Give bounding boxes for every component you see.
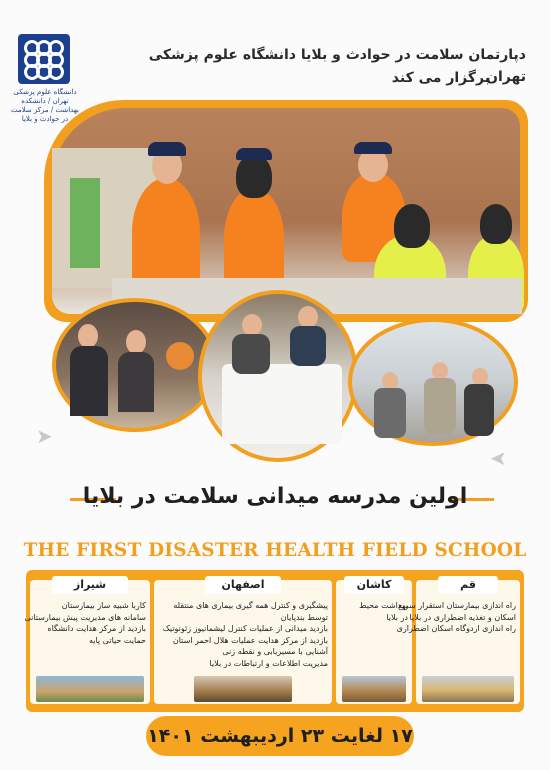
activity-line: پیشگیری و کنترل همه گیری بیماری های منتقله — [173, 601, 328, 610]
city-column-isfahan — [154, 580, 332, 704]
photo-circle-center — [198, 290, 358, 462]
activity-line: راه اندازی بیمارستان استقرار سریع — [398, 601, 516, 610]
city-name: کاشان — [344, 576, 404, 594]
activity-line: بازدید از مرکز هدایت عملیات هلال احمر استان — [172, 635, 328, 645]
city-photo — [342, 676, 406, 702]
city-activities — [396, 600, 516, 635]
photo-circle-right — [348, 318, 518, 446]
header-line-2: برگزار می کند — [391, 70, 490, 86]
city-name: شیراز — [52, 576, 128, 594]
city-column-shiraz — [24, 578, 150, 704]
activity-line: بهداشت محیط — [359, 601, 408, 610]
city-photo — [422, 676, 514, 702]
city-activities — [158, 600, 328, 669]
photo-circle-left — [52, 298, 218, 432]
event-date: ۱۷ لغایت ۲۳ اردیبهشت ۱۴۰۱ — [146, 716, 414, 756]
city-column-qom — [396, 578, 520, 704]
logo-text: دانشگاه علوم پزشکی تهران / دانشکده بهداشت / مرکز سلامت در حوادث و بلایا — [10, 88, 80, 123]
title-english: THE FIRST DISASTER HEALTH FIELD SCHOOL — [23, 540, 527, 561]
city-name: اصفهان — [205, 576, 281, 594]
title-persian: اولین مدرسه میدانی سلامت در بلایا — [82, 484, 468, 509]
city-photo — [194, 676, 292, 702]
main-photo — [52, 108, 520, 314]
activity-line: توسط بندپایان — [280, 612, 328, 622]
activity-line: کاربا شبیه ساز بیمارستان — [61, 601, 146, 610]
university-logo — [10, 34, 80, 124]
city-activities — [24, 600, 146, 646]
header-line-1: دپارتمان سلامت در حوادث و بلایا دانشگاه علوم پزشکی تهران — [148, 47, 526, 85]
activity-line: اسکان و تغذیه اضطراری در بلایا — [409, 612, 516, 622]
city-name: قم — [438, 576, 498, 594]
paper-plane-icon: ➤ — [36, 424, 53, 448]
logo-mark — [18, 34, 70, 84]
activity-line: راه اندازی اردوگاه اسکان اضطراری — [396, 624, 516, 633]
paper-plane-icon: ➤ — [490, 446, 507, 470]
activity-line: سامانه های مدیریت پیش بیمارستانی — [24, 612, 146, 622]
activity-line: آشنایی با مسیریابی و نقطه زنی — [222, 647, 328, 656]
activity-line: بازدید میدانی از عملیات کنترل لیشمانیوز زئونوتیک — [162, 624, 328, 633]
city-photo — [36, 676, 144, 702]
activity-line: مدیریت اطلاعات و ارتباطات در بلایا — [209, 658, 328, 668]
activity-line: بازدید از مرکز هدایت دانشگاه — [47, 624, 146, 633]
city-column-kashan — [336, 580, 412, 704]
activity-line: حمایت حیاتی پایه — [88, 635, 146, 645]
activity-line: در بلایا — [386, 612, 408, 622]
